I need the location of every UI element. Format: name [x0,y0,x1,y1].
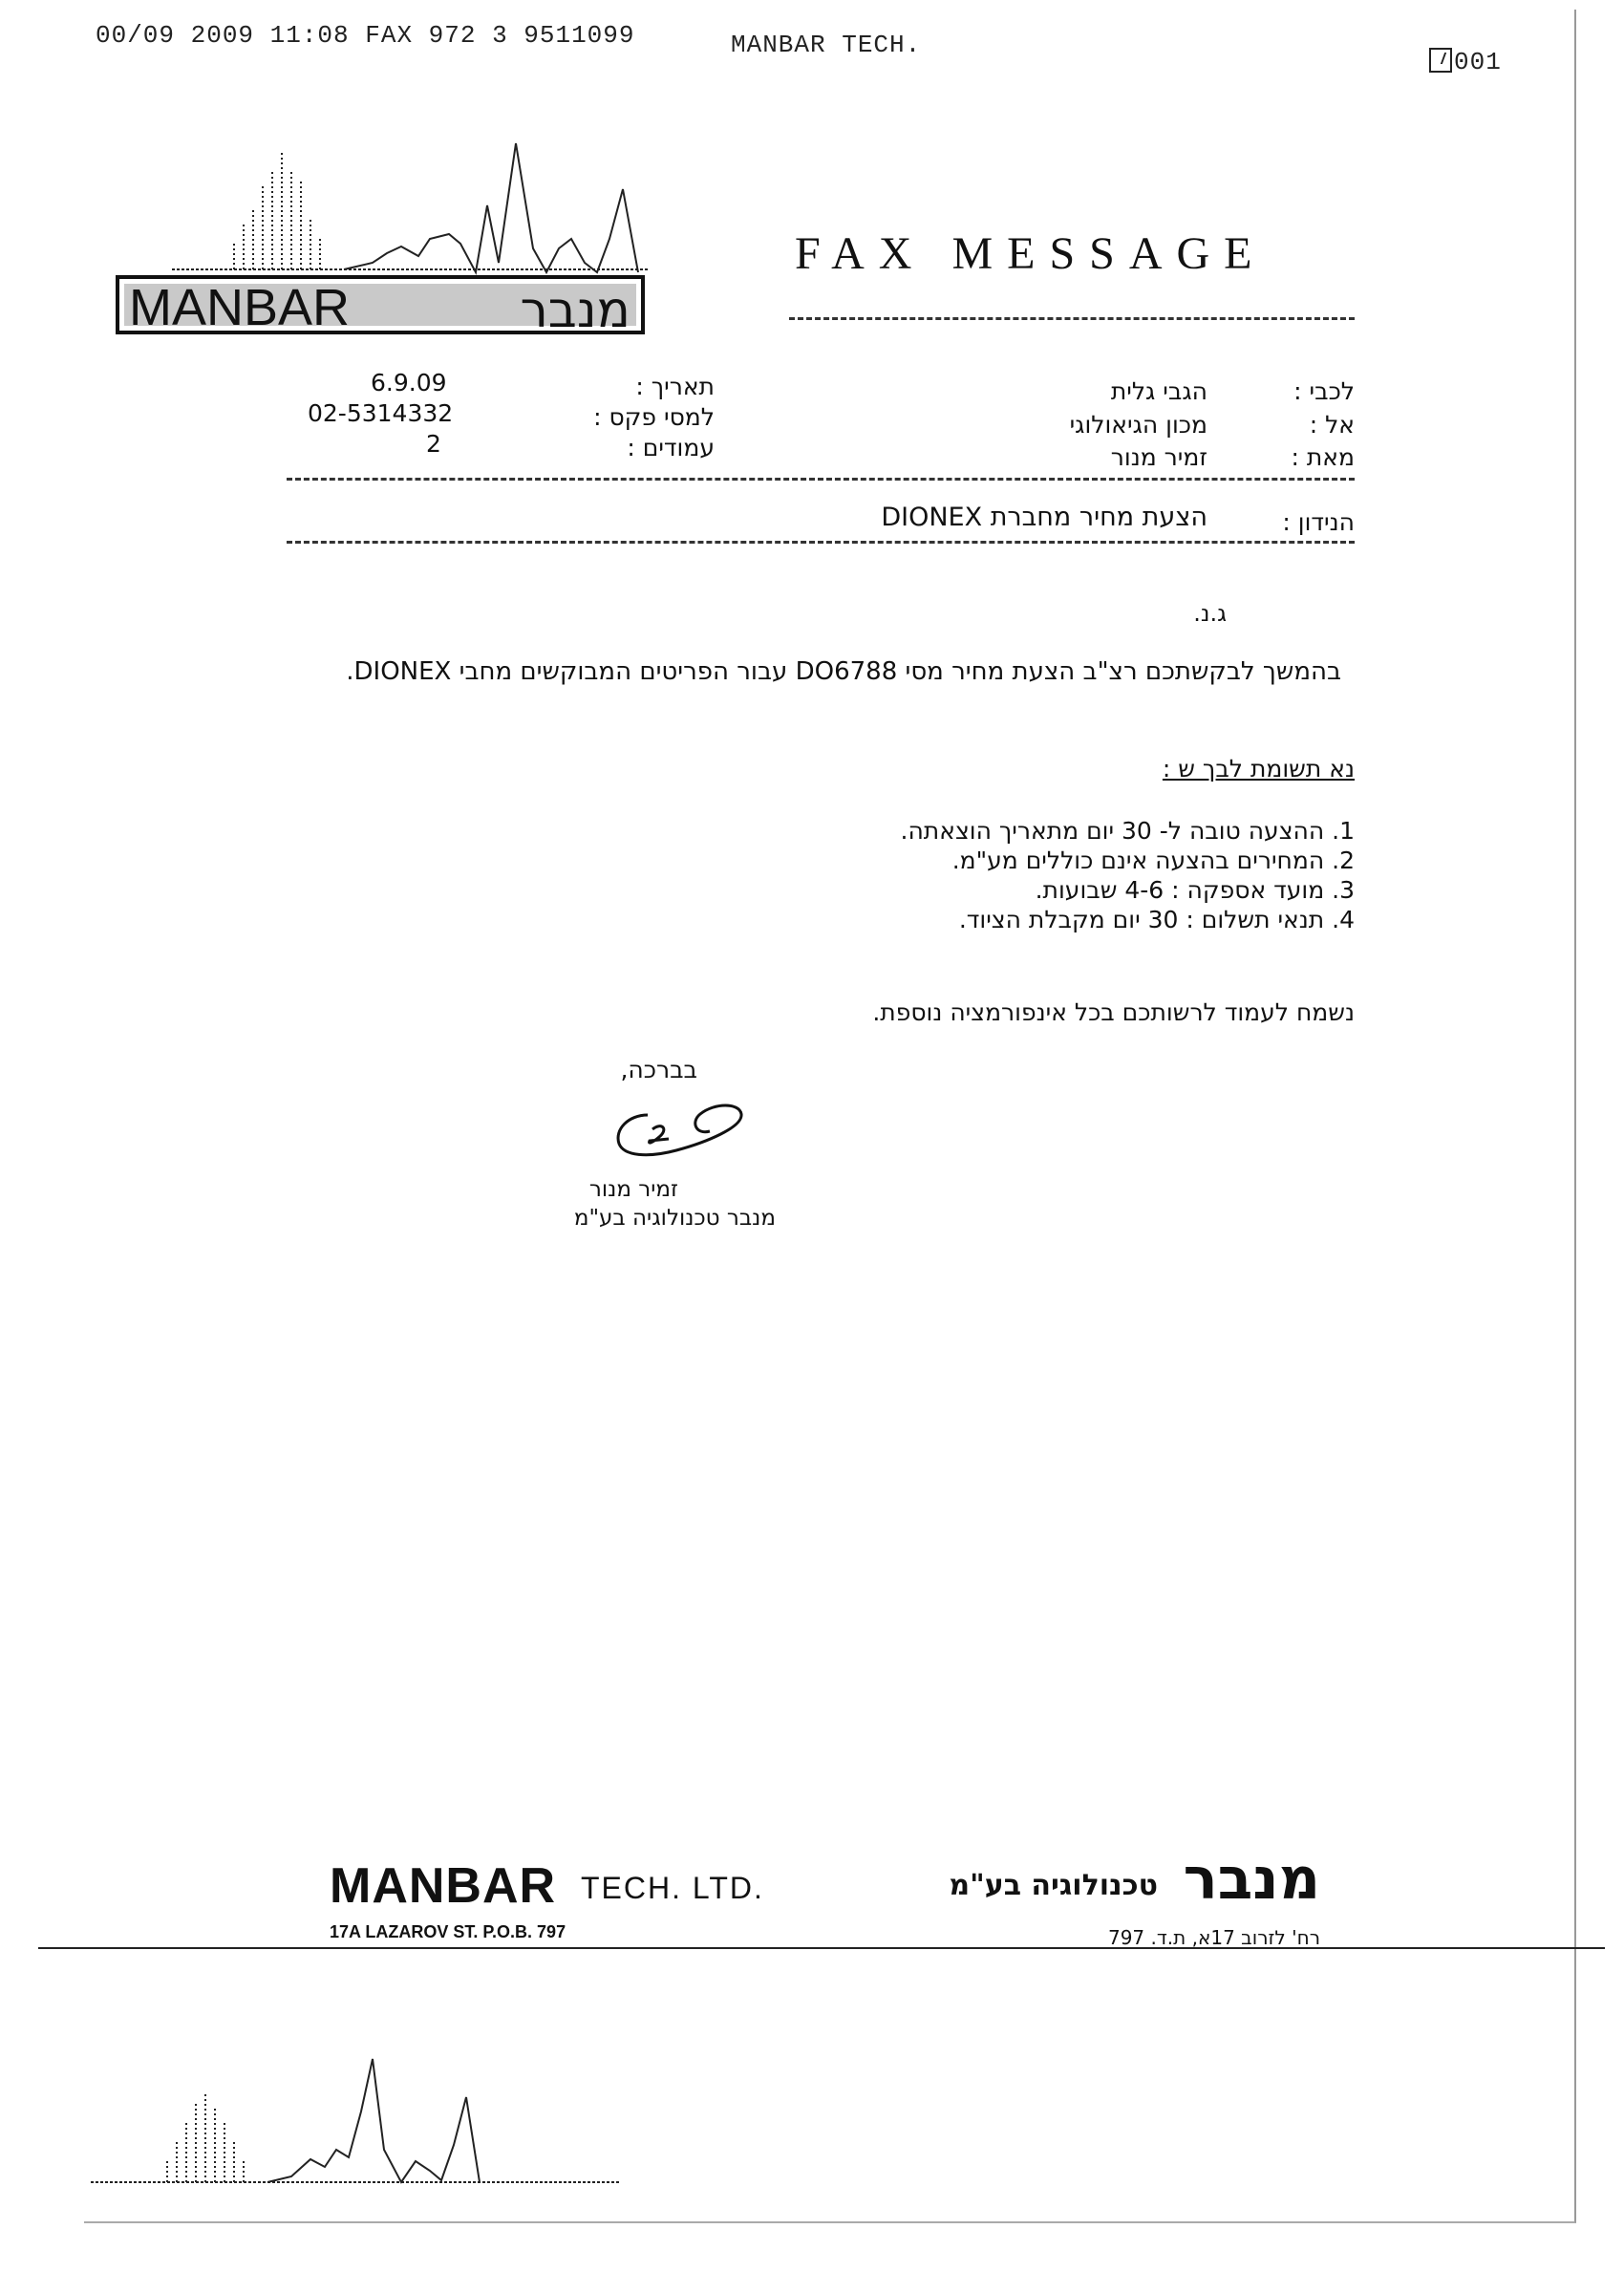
subject-label: הנידון : [1282,508,1355,536]
signer-name: זמיר מנור [588,1177,678,1202]
org-label: אל : [1309,411,1355,439]
list-item: 1. ההצעה טובה ל- 30 יום מתאריך הוצאתה. [900,817,1355,845]
footer-company-en-suffix: TECH. LTD. [581,1871,764,1905]
logo-text-en: MANBAR [129,279,351,336]
to-label: לכבי : [1293,377,1355,405]
footer-address-he: רח' לזרוב 17א, ת.ד. 797 [1107,1926,1320,1949]
intro-paragraph: בהמשך לבקשתכם רצ"ב הצעת מחיר מסי DO6788 עבור הפריטים המבוקשים מחבי DIONEX. [346,657,1341,686]
logo-waveform [172,143,650,272]
list-item: 3. מועד אספקה : 4-6 שבועות. [1035,876,1355,904]
title-underline [789,317,1355,320]
attention-heading: נא תשומת לבך ש : [1162,755,1355,782]
footer-waveform [86,2054,621,2197]
signer-company: מנבר טכנולוגיה בע"מ [573,1206,776,1231]
date-value: 6.9.09 [371,369,447,397]
to-value: הגבי גלית [1110,377,1207,405]
pages-label: עמודים : [627,434,715,461]
logo-text-he: מנבר [520,282,630,339]
fax-page-number: 001 [1454,48,1502,76]
date-label: תאריך : [635,373,715,400]
footer-company-he: מנבר [1183,1846,1320,1913]
pages-value: 2 [426,430,441,458]
org-value: מכון הגיאולוגי [1069,411,1207,439]
signature [609,1101,753,1168]
footer-rule [38,1947,1605,1949]
fax-sender-name: MANBAR TECH. [731,31,922,59]
list-item: 2. המחירים בהצעה אינם כוללים מע"מ. [951,847,1355,874]
from-value: זמיר מנור [1110,443,1207,471]
fax-label: למסי פקס : [593,403,715,431]
footer-address-en: 17A LAZAROV ST. P.O.B. 797 [330,1922,566,1941]
from-label: מאת : [1291,443,1355,471]
subject-value: הצעת מחיר מחברת DIONEX [881,503,1207,532]
manbar-logo [115,134,650,354]
page-title: FAX MESSAGE [795,228,1267,279]
regards: בברכה, [620,1056,697,1083]
fax-page-icon [1429,48,1452,73]
list-item: 4. תנאי תשלום : 30 יום מקבלת הציוד. [958,906,1355,933]
closing-line: נשמח לעמוד לרשותכם בכל אינפורמציה נוספת. [872,998,1355,1026]
footer-company-en: MANBAR [330,1858,557,1914]
fax-transmission-line: 00/09 2009 11:08 FAX 972 3 9511099 [96,21,635,50]
header-divider-1 [287,478,1355,481]
footer-company-he-suffix: טכנולוגיה בע"מ [949,1869,1158,1902]
header-divider-2 [287,541,1355,544]
greeting: ג.נ. [1193,600,1227,627]
fax-value: 02-5314332 [308,399,454,427]
